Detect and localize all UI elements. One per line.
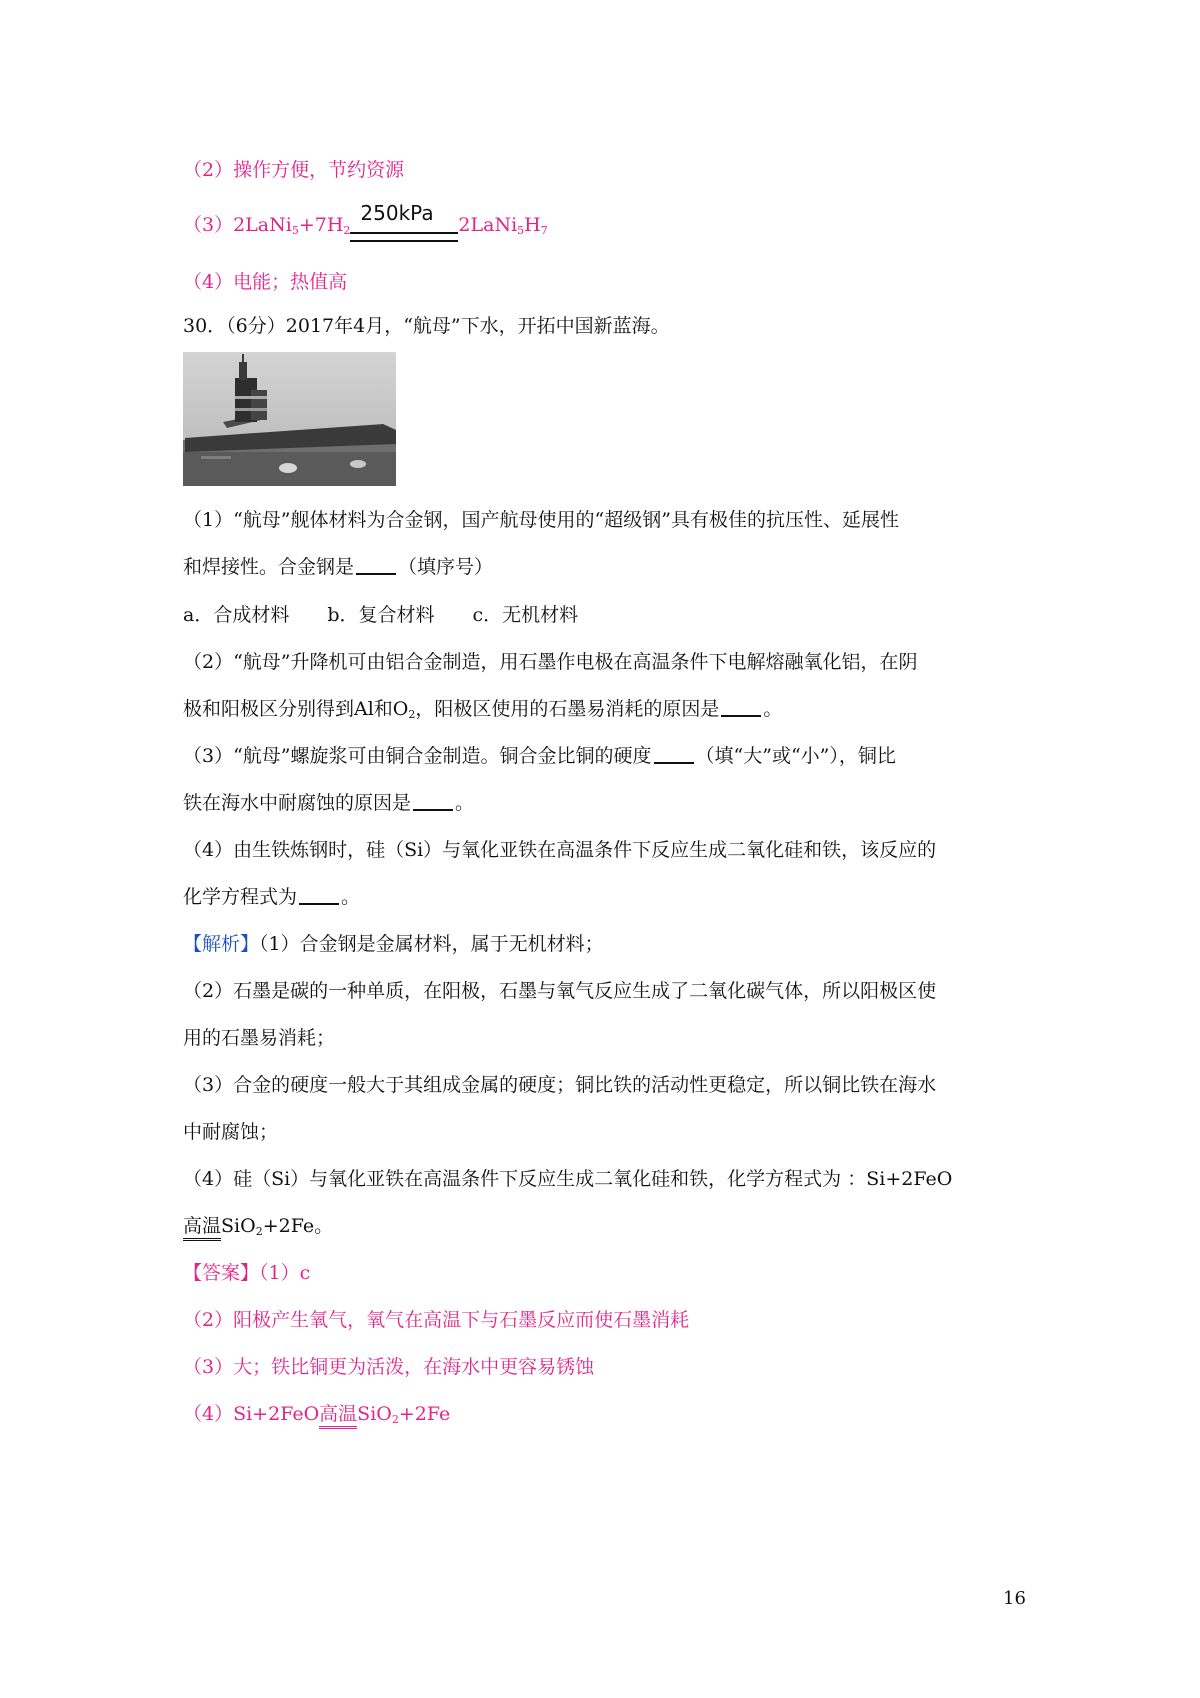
prev-answer-2: （2）操作方便，节约资源 (183, 159, 405, 181)
answer-3: （3）大；铁比铜更为活泼，在海水中更容易锈蚀 (183, 1356, 595, 1378)
analysis-4-line2: 高温SiO$_2$+2Fe。 (183, 1214, 333, 1244)
q1-options: a．合成材料 b．复合材料 c．无机材料 (183, 604, 579, 626)
answer-4: （4）Si+2FeO高温SiO$_2$+2Fe (183, 1402, 450, 1432)
page-number: 16 (1003, 1588, 1026, 1609)
answer-blank (356, 559, 396, 575)
analysis-3-line1: （3）合金的硬度一般大于其组成金属的硬度；铜比铁的活动性更稳定，所以铜比铁在海水 (183, 1074, 937, 1096)
reaction-condition: 高温 (183, 1215, 221, 1241)
question-header: 30．（6分）2017年4月，“航母”下水，开拓中国新蓝海。 (183, 315, 670, 337)
q1-line2: 和焊接性。合金钢是 （填序号） (183, 556, 494, 578)
answer-blank (299, 889, 339, 905)
answer-tag: 【答案】 (183, 1262, 260, 1284)
reaction-condition: 250kPa (350, 219, 458, 243)
q4-line1: （4）由生铁炼钢时，硅（Si）与氧化亚铁在高温条件下反应生成二氧化硅和铁，该反应的 (183, 839, 937, 861)
analysis-2-line1: （2）石墨是碳的一种单质，在阳极，石墨与氧气反应生成了二氧化碳气体，所以阳极区使 (183, 980, 937, 1002)
aircraft-carrier-photo (183, 352, 396, 486)
analysis-1: 【解析】（1）合金钢是金属材料，属于无机材料； (183, 933, 604, 955)
equals-sign (350, 232, 458, 242)
q1-line1: （1）“航母”舰体材料为合金钢，国产航母使用的“超级钢”具有极佳的抗压性、延展性 (183, 509, 899, 531)
answer-blank (721, 701, 761, 717)
answer-blank (654, 748, 694, 764)
q2-line2: 极和阳极区分别得到Al和$O_2$，阳极区使用的石墨易消耗的原因是 。 (183, 698, 783, 721)
answer-2: （2）阳极产生氧气，氧气在高温下与石墨反应而使石墨消耗 (183, 1309, 690, 1331)
reaction-condition: 高温 (319, 1403, 357, 1429)
analysis-tag: 【解析】 (183, 933, 260, 955)
analysis-3-line2: 中耐腐蚀； (183, 1121, 279, 1143)
analysis-2-line2: 用的石墨易消耗； (183, 1027, 336, 1049)
q3-line2: 铁在海水中耐腐蚀的原因是 。 (183, 792, 475, 814)
q2-line1: （2）“航母”升降机可由铝合金制造，用石墨作电极在高温条件下电解熔融氧化铝，在阴 (183, 651, 918, 673)
q3-line1: （3）“航母”螺旋浆可由铜合金制造。铜合金比铜的硬度 （填“大”或“小”），铜比 (183, 745, 896, 767)
prev-answer-4: （4）电能；热值高 (183, 271, 348, 293)
answer-1: 【答案】（1）c (183, 1262, 311, 1284)
q4-line2: 化学方程式为 。 (183, 886, 361, 908)
prev-answer-3-equation: $(3)2LaNi_5+7H_2$ 250kPa $2LaNi_5H_7$ (183, 213, 548, 243)
answer-blank (413, 795, 453, 811)
analysis-4-line1: （4）硅（Si）与氧化亚铁在高温条件下反应生成二氧化硅和铁，化学方程式为 ：Si+2FeO (183, 1168, 953, 1190)
